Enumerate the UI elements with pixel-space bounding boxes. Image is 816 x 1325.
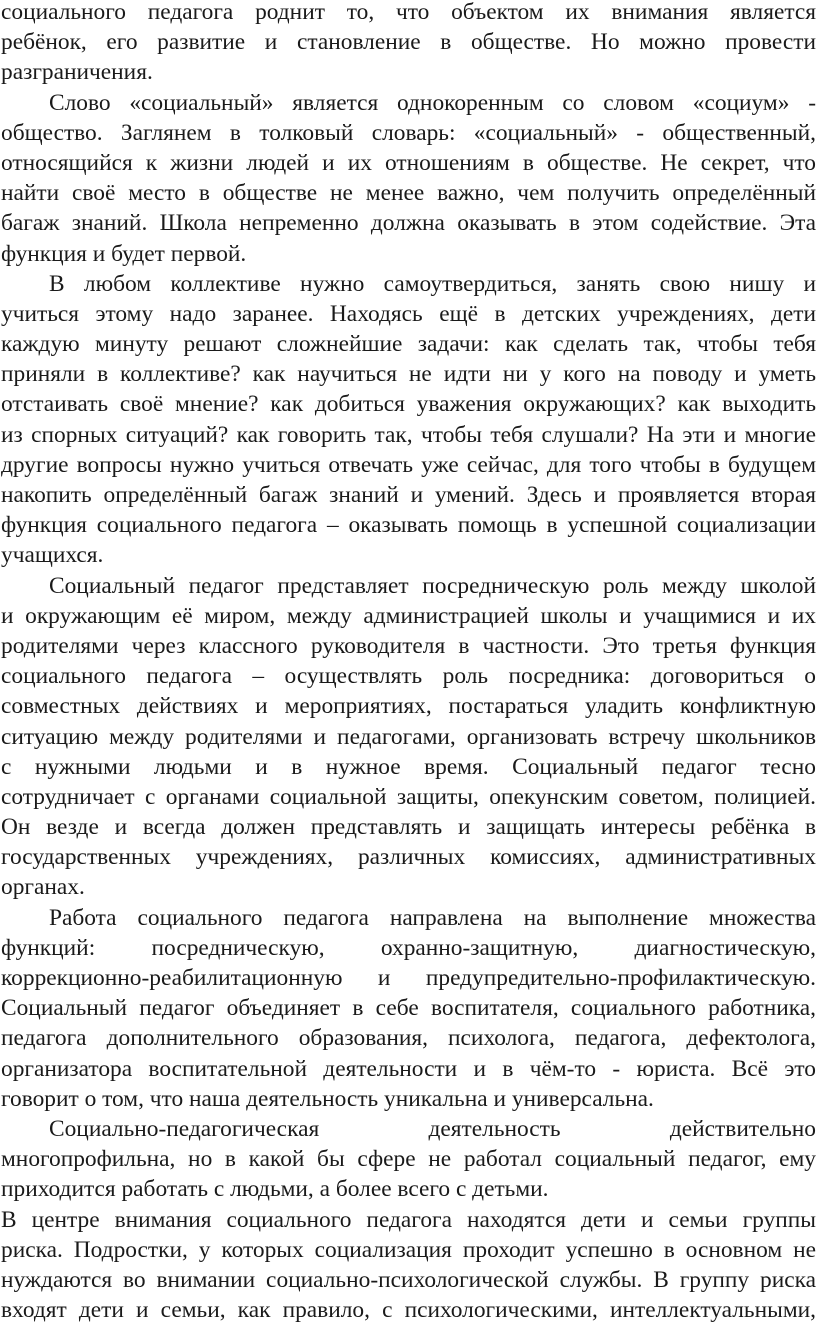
text-line: функций: посредническую, охранно-защитную, диагностическую, (1, 933, 816, 963)
text-line: найти своё место в обществе не менее важно, чем получить определённый (1, 178, 816, 208)
text-line: другие вопросы нужно учиться отвечать уже сейчас, для того чтобы в будущем (1, 450, 816, 480)
text-line: приняли в коллективе? как научиться не идти ни у кого на поводу и уметь (1, 359, 816, 389)
text-line: Он везде и всегда должен представлять и защищать интересы ребёнка в (1, 812, 816, 842)
text-line: багаж знаний. Школа непременно должна оказывать в этом содействие. Эта (1, 208, 816, 238)
document-text (1, 0, 816, 1325)
paragraph (1, 903, 816, 1114)
text-line: коррекционно-реабилитационную и предупредительно-профилактическую. (1, 963, 816, 993)
text-line: В центре внимания социального педагога находятся дети и семьи группы (1, 1205, 816, 1235)
text-line: социального педагога – осуществлять роль посредника: договориться о (1, 661, 816, 691)
text-line: педагога дополнительного образования, психолога, педагога, дефектолога, (1, 1023, 816, 1053)
text-line: организатора воспитательной деятельности и в чём-то - юриста. Всё это (1, 1054, 816, 1084)
text-line: родителями через классного руководителя в частности. Это третья функция (1, 631, 816, 661)
text-line: относящийся к жизни людей и их отношениям в обществе. Не секрет, что (1, 148, 816, 178)
text-line: входят дети и семьи, как правило, с психологическими, интеллектуальными, (1, 1295, 816, 1325)
text-line: отстаивать своё мнение? как добиться уважения окружающих? как выходить (1, 389, 816, 419)
text-line: функция и будет первой. (1, 239, 816, 269)
text-line: общество. Заглянем в толковый словарь: «социальный» - общественный, (1, 118, 816, 148)
text-line: из спорных ситуаций? как говорить так, чтобы тебя слушали? На эти и многие (1, 420, 816, 450)
paragraph (1, 571, 816, 903)
text-line: сотрудничает с органами социальной защиты, опекунским советом, полицией. (1, 782, 816, 812)
text-line: В любом коллективе нужно самоутвердиться, занять свою нишу и (1, 269, 816, 299)
paragraph (1, 1114, 816, 1205)
text-line: социального педагога роднит то, что объектом их внимания является (1, 0, 816, 27)
text-line: функция социального педагога – оказывать помощь в успешной социализации (1, 510, 816, 540)
text-line: каждую минуту решают сложнейшие задачи: как сделать так, чтобы тебя (1, 329, 816, 359)
text-line: говорит о том, что наша деятельность уникальна и универсальна. (1, 1084, 816, 1114)
text-line: разграничения. (1, 57, 816, 87)
text-line: накопить определённый багаж знаний и умений. Здесь и проявляется вторая (1, 480, 816, 510)
text-line: Социальный педагог представляет посредническую роль между школой (1, 571, 816, 601)
text-line: Социальный педагог объединяет в себе воспитателя, социального работника, (1, 993, 816, 1023)
text-line: Работа социального педагога направлена на выполнение множества (1, 903, 816, 933)
text-line: органах. (1, 872, 816, 902)
text-line: учащихся. (1, 540, 816, 570)
text-line: многопрофильна, но в какой бы сфере не работал социальный педагог, ему (1, 1144, 816, 1174)
paragraph (1, 88, 816, 269)
text-line: приходится работать с людьми, а более всего с детьми. (1, 1174, 816, 1204)
text-line: риска. Подростки, у которых социализация проходит успешно в основном не (1, 1235, 816, 1265)
text-line: Слово «социальный» является однокоренным со словом «социум» - (1, 88, 816, 118)
text-line: Социально-педагогическая деятельность действительно (1, 1114, 816, 1144)
text-line: ситуацию между родителями и педагогами, организовать встречу школьников (1, 722, 816, 752)
text-line: совместных действиях и мероприятиях, постараться уладить конфликтную (1, 691, 816, 721)
text-line: и окружающим её миром, между администрацией школы и учащимися и их (1, 601, 816, 631)
text-line: с нужными людьми и в нужное время. Социальный педагог тесно (1, 752, 816, 782)
text-line: государственных учреждениях, различных комиссиях, административных (1, 842, 816, 872)
text-line: учиться этому надо заранее. Находясь ещё в детских учреждениях, дети (1, 299, 816, 329)
paragraph (1, 1205, 816, 1325)
paragraph (1, 0, 816, 88)
paragraph (1, 269, 816, 571)
text-line: нуждаются во внимании социально-психологической службы. В группу риска (1, 1265, 816, 1295)
text-line: ребёнок, его развитие и становление в обществе. Но можно провести (1, 27, 816, 57)
